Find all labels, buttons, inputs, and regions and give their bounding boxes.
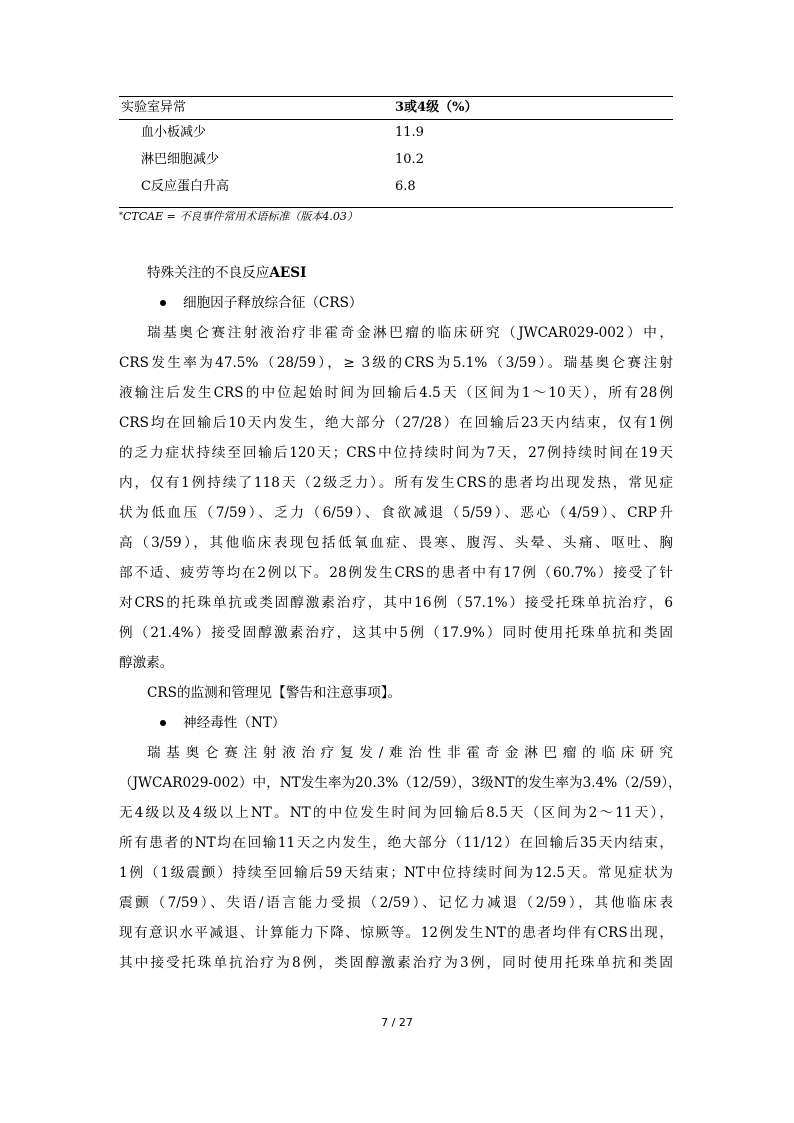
nt-bullet-text: 神经毒性（NT） [183, 715, 286, 731]
paragraph-line: 高（3/59），其他临床表现包括低氧血症、畏寒、腹泻、头晕、头痛、呕吐、胸 [119, 535, 673, 551]
paragraph-line: （JWCAR029-002）中，NT发生率为20.3%（12/59），3级NT的发生率为3.4%（2/59）， [119, 775, 682, 791]
table-header-row [119, 97, 673, 119]
paragraph-line: 状为低血压（7/59）、乏力（6/59）、食欲减退（5/59）、恶心（4/59）、CRP升 [119, 505, 673, 521]
section-heading [119, 258, 673, 288]
table-cell-label: 淋巴细胞减少 [141, 152, 220, 167]
table-header-grade: 3或4级（%） [395, 100, 478, 115]
table-row [119, 176, 673, 203]
table-bottom-rule [119, 207, 673, 208]
paragraph-line: 所有患者的NT均在回输11天之内发生，绝大部分（11/12）在回输后35天内结束， [119, 835, 673, 851]
paragraph-line: 对CRS的托珠单抗或类固醇激素治疗，其中16例（57.1%）接受托珠单抗治疗，6 [119, 595, 673, 611]
crs-monitoring-text: CRS的监测和管理见【警告和注意事项】。 [147, 685, 402, 701]
paragraph-line: CRS均在回输后10天内发生，绝大部分（27/28）在回输后23天内结束，仅有1例 [119, 415, 673, 431]
paragraph-line: 其中接受托珠单抗治疗为8例，类固醇激素治疗为3例，同时使用托珠单抗和类固 [119, 955, 673, 971]
paragraph-line: CRS发生率为47.5%（28/59），≥ 3级的CRS为5.1%（3/59）。瑞基奥仑赛注射 [119, 355, 673, 371]
paragraph-line: 部不适、疲劳等均在2例以下。28例发生CRS的患者中有17例（60.7%）接受了针 [119, 565, 673, 581]
paragraph-line: 现有意识水平减退、计算能力下降、惊厥等。12例发生NT的患者均伴有CRS出现， [119, 925, 673, 941]
crs-monitoring-paragraph [119, 678, 673, 708]
table-cell-label: 血小板减少 [141, 125, 207, 140]
table-cell-value: 6.8 [395, 179, 416, 194]
table-cell-value: 11.9 [395, 125, 424, 140]
paragraph-line: 内，仅有1例持续了118天（2级乏力）。所有发生CRS的患者均出现发热，常见症 [119, 475, 673, 491]
paragraph-line: 瑞基奥仑赛注射液治疗复发/难治性非霍奇金淋巴瘤的临床研究 [147, 745, 673, 761]
paragraph-line: 1例（1级震颤）持续至回输后59天结束；NT中位持续时间为12.5天。常见症状为 [119, 865, 673, 881]
paragraph-line: 液输注后发生CRS的中位起始时间为回输后4.5天（区间为1～10天），所有28例 [119, 385, 673, 401]
paragraph-line: 无4级以及4级以上NT。NT的中位发生时间为回输后8.5天（区间为2～11天）， [119, 805, 673, 821]
nt-bullet [119, 708, 673, 738]
paragraph-line: 醇激素。 [119, 655, 174, 671]
crs-bullet [119, 288, 673, 318]
paragraph-line: 震颤（7/59）、失语/语言能力受损（2/59）、记忆力减退（2/59），其他临床表 [119, 895, 673, 911]
bullet-icon [160, 720, 166, 726]
table-header-lab: 实验室异常 [121, 100, 187, 115]
bullet-icon [160, 300, 166, 306]
table-row [119, 149, 673, 176]
table-footnote [119, 209, 358, 225]
footnote-marker: * [119, 211, 123, 220]
paragraph-line: 例（21.4%）接受固醇激素治疗，这其中5例（17.9%）同时使用托珠单抗和类固 [119, 625, 673, 641]
footnote-text: CTCAE = 不良事件常用术语标准（版本4.03） [123, 210, 358, 223]
page-number: 7 / 27 [381, 1016, 413, 1029]
table-cell-value: 10.2 [395, 152, 424, 167]
table-row [119, 122, 673, 149]
table-cell-label: C反应蛋白升高 [141, 179, 229, 194]
section-heading-abbr: AESI [269, 265, 307, 281]
table-body [119, 120, 673, 207]
paragraph-line: 的乏力症状持续至回输后120天；CRS中位持续时间为7天，27例持续时间在19天 [119, 445, 673, 461]
nt-paragraph [119, 738, 682, 978]
crs-paragraph [119, 318, 673, 678]
paragraph-line: 瑞基奥仑赛注射液治疗非霍奇金淋巴瘤的临床研究（JWCAR029-002）中， [147, 325, 673, 341]
aesi-section [119, 258, 682, 978]
section-heading-text: 特殊关注的不良反应 [147, 265, 270, 281]
crs-bullet-text: 细胞因子释放综合征（CRS） [183, 295, 363, 311]
lab-abnormalities-table [119, 96, 673, 208]
